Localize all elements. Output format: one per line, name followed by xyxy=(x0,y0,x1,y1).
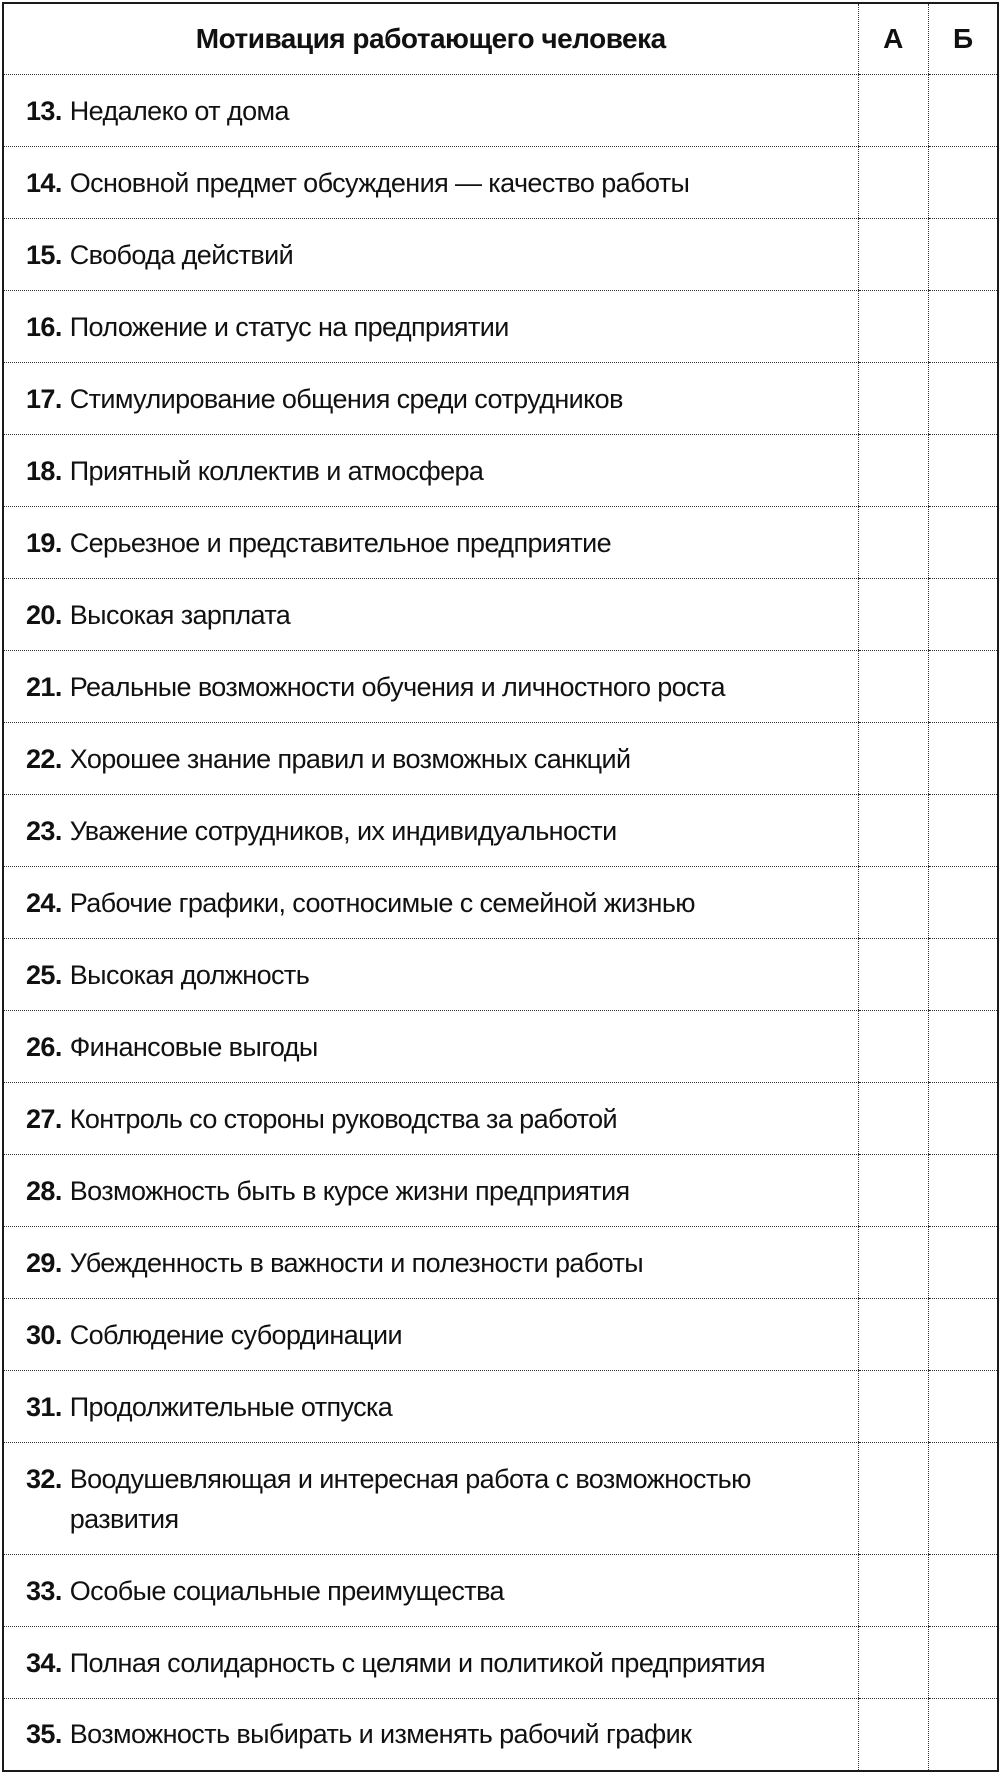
answer-cell-b[interactable] xyxy=(928,1083,998,1155)
motivation-table xyxy=(2,2,999,1772)
item-text: Возможность быть в курсе жизни предприятия xyxy=(69,1175,630,1206)
item-text: Убежденность в важности и полезности работы xyxy=(69,1247,644,1278)
answer-cell-b[interactable] xyxy=(928,1371,998,1443)
item-statement xyxy=(4,1315,858,1355)
item-number: 24. xyxy=(26,887,62,918)
item-statement xyxy=(4,379,858,419)
item-statement xyxy=(4,1099,858,1139)
item-cell xyxy=(3,291,858,363)
table-row xyxy=(3,867,998,939)
answer-cell-a[interactable] xyxy=(858,579,928,651)
item-text: Приятный коллектив и атмосфера xyxy=(69,455,484,486)
item-statement xyxy=(4,955,858,995)
table-row xyxy=(3,1443,998,1555)
answer-cell-b[interactable] xyxy=(928,1299,998,1371)
answer-cell-a[interactable] xyxy=(858,1227,928,1299)
item-number: 14. xyxy=(26,167,62,198)
item-number: 21. xyxy=(26,671,62,702)
answer-cell-a[interactable] xyxy=(858,507,928,579)
item-number: 15. xyxy=(26,239,62,270)
item-cell xyxy=(3,219,858,291)
answer-cell-b[interactable] xyxy=(928,219,998,291)
answer-cell-a[interactable] xyxy=(858,1155,928,1227)
item-statement xyxy=(4,1387,858,1427)
item-text: Возможность выбирать и изменять рабочий график xyxy=(69,1719,692,1750)
answer-cell-b[interactable] xyxy=(928,291,998,363)
answer-cell-a[interactable] xyxy=(858,75,928,147)
item-text: Хорошее знание правил и возможных санкций xyxy=(69,743,631,774)
answer-cell-a[interactable] xyxy=(858,363,928,435)
item-cell xyxy=(3,147,858,219)
item-statement xyxy=(4,451,858,491)
item-number: 25. xyxy=(26,959,62,990)
item-text: Финансовые выгоды xyxy=(69,1031,318,1062)
item-number: 19. xyxy=(26,527,62,558)
table-row xyxy=(3,363,998,435)
item-number: 27. xyxy=(26,1103,62,1134)
answer-cell-b[interactable] xyxy=(928,507,998,579)
answer-cell-b[interactable] xyxy=(928,363,998,435)
answer-cell-b[interactable] xyxy=(928,1011,998,1083)
item-cell xyxy=(3,1699,858,1771)
answer-cell-a[interactable] xyxy=(858,1011,928,1083)
table-row xyxy=(3,1299,998,1371)
item-text: Недалеко от дома xyxy=(69,95,289,126)
item-statement xyxy=(4,1459,858,1539)
item-cell xyxy=(3,1155,858,1227)
item-cell xyxy=(3,723,858,795)
answer-cell-b[interactable] xyxy=(928,651,998,723)
item-cell xyxy=(3,1299,858,1371)
item-cell xyxy=(3,867,858,939)
item-number: 23. xyxy=(26,815,62,846)
answer-cell-b[interactable] xyxy=(928,75,998,147)
item-statement xyxy=(4,1571,858,1611)
answer-cell-b[interactable] xyxy=(928,1627,998,1699)
item-statement xyxy=(4,1171,858,1211)
table-row xyxy=(3,435,998,507)
answer-cell-a[interactable] xyxy=(858,291,928,363)
item-text: Рабочие графики, соотносимые с семейной жизнью xyxy=(69,887,695,918)
item-number: 28. xyxy=(26,1175,62,1206)
table-row xyxy=(3,1371,998,1443)
answer-cell-a[interactable] xyxy=(858,1699,928,1771)
item-number: 34. xyxy=(26,1647,62,1678)
item-number: 32. xyxy=(26,1463,62,1494)
item-cell xyxy=(3,363,858,435)
item-cell xyxy=(3,1227,858,1299)
item-cell xyxy=(3,1627,858,1699)
item-text: Соблюдение субординации xyxy=(69,1319,402,1350)
answer-cell-b[interactable] xyxy=(928,1227,998,1299)
table-row xyxy=(3,1011,998,1083)
table-row xyxy=(3,219,998,291)
answer-cell-b[interactable] xyxy=(928,867,998,939)
answer-cell-a[interactable] xyxy=(858,219,928,291)
item-text: Реальные возможности обучения и личностного роста xyxy=(69,671,725,702)
item-number: 31. xyxy=(26,1391,62,1422)
item-cell xyxy=(3,507,858,579)
item-statement xyxy=(4,1243,858,1283)
answer-cell-a[interactable] xyxy=(858,1555,928,1627)
table-header-row xyxy=(3,3,998,75)
item-number: 29. xyxy=(26,1247,62,1278)
item-text: Серьезное и представительное предприятие xyxy=(69,527,612,558)
item-text: Уважение сотрудников, их индивидуальности xyxy=(69,815,617,846)
answer-cell-a[interactable] xyxy=(858,1083,928,1155)
item-statement xyxy=(4,667,858,707)
table-row xyxy=(3,1627,998,1699)
item-statement xyxy=(4,595,858,635)
answer-cell-a[interactable] xyxy=(858,939,928,1011)
item-number: 17. xyxy=(26,383,62,414)
answer-cell-a[interactable] xyxy=(858,435,928,507)
table-row xyxy=(3,1227,998,1299)
item-cell xyxy=(3,435,858,507)
answer-cell-a[interactable] xyxy=(858,1371,928,1443)
answer-cell-a[interactable] xyxy=(858,723,928,795)
table-row xyxy=(3,1155,998,1227)
item-statement xyxy=(4,1643,858,1683)
answer-cell-b[interactable] xyxy=(928,1699,998,1771)
answer-cell-b[interactable] xyxy=(928,579,998,651)
answer-cell-b[interactable] xyxy=(928,435,998,507)
table-row xyxy=(3,507,998,579)
table-row xyxy=(3,723,998,795)
answer-cell-a[interactable] xyxy=(858,1627,928,1699)
item-statement xyxy=(4,739,858,779)
table-row xyxy=(3,291,998,363)
item-number: 26. xyxy=(26,1031,62,1062)
answer-cell-a[interactable] xyxy=(858,651,928,723)
table-row xyxy=(3,1699,998,1771)
table-row xyxy=(3,1555,998,1627)
item-statement xyxy=(4,523,858,563)
answer-cell-a[interactable] xyxy=(858,795,928,867)
answer-cell-b[interactable] xyxy=(928,795,998,867)
table-body xyxy=(3,75,998,1771)
item-statement xyxy=(4,307,858,347)
item-number: 18. xyxy=(26,455,62,486)
item-cell xyxy=(3,651,858,723)
item-cell xyxy=(3,1371,858,1443)
item-number: 22. xyxy=(26,743,62,774)
answer-cell-b[interactable] xyxy=(928,1443,998,1555)
table-row xyxy=(3,579,998,651)
item-statement xyxy=(4,1027,858,1067)
item-number: 20. xyxy=(26,599,62,630)
item-number: 30. xyxy=(26,1319,62,1350)
item-cell xyxy=(3,939,858,1011)
answer-cell-a[interactable] xyxy=(858,867,928,939)
item-statement xyxy=(4,91,858,131)
item-number: 35. xyxy=(26,1719,62,1750)
item-cell xyxy=(3,795,858,867)
item-statement xyxy=(4,235,858,275)
item-text: Высокая должность xyxy=(69,959,310,990)
item-cell xyxy=(3,1011,858,1083)
item-text: Основной предмет обсуждения — качество работы xyxy=(69,167,690,198)
answer-cell-b[interactable] xyxy=(928,1555,998,1627)
item-text: Положение и статус на предприятии xyxy=(69,311,509,342)
column-header-a: А xyxy=(858,3,928,75)
item-cell xyxy=(3,1555,858,1627)
item-text: Свобода действий xyxy=(69,239,294,270)
item-cell xyxy=(3,1443,858,1555)
item-cell xyxy=(3,1083,858,1155)
answer-cell-b[interactable] xyxy=(928,723,998,795)
answer-cell-a[interactable] xyxy=(858,147,928,219)
table-row xyxy=(3,75,998,147)
table-row xyxy=(3,795,998,867)
item-text: Особые социальные преимущества xyxy=(69,1575,504,1606)
item-cell xyxy=(3,579,858,651)
table-title: Мотивация работающего человека xyxy=(3,3,858,75)
item-text: Продолжительные отпуска xyxy=(69,1391,393,1422)
item-text: Воодушевляющая и интересная работа с возможностью развития xyxy=(69,1463,751,1534)
item-statement xyxy=(4,883,858,923)
item-number: 16. xyxy=(26,311,62,342)
item-statement xyxy=(4,1714,858,1754)
table-row xyxy=(3,939,998,1011)
table-row xyxy=(3,147,998,219)
item-text: Высокая зарплата xyxy=(69,599,291,630)
item-cell xyxy=(3,75,858,147)
item-text: Стимулирование общения среди сотрудников xyxy=(69,383,623,414)
table-row xyxy=(3,1083,998,1155)
item-text: Полная солидарность с целями и политикой предприятия xyxy=(69,1647,766,1678)
item-statement xyxy=(4,811,858,851)
answer-cell-b[interactable] xyxy=(928,939,998,1011)
table-row xyxy=(3,651,998,723)
answer-cell-b[interactable] xyxy=(928,1155,998,1227)
item-number: 13. xyxy=(26,95,62,126)
answer-cell-a[interactable] xyxy=(858,1299,928,1371)
item-number: 33. xyxy=(26,1575,62,1606)
item-statement xyxy=(4,163,858,203)
answer-cell-b[interactable] xyxy=(928,147,998,219)
item-text: Контроль со стороны руководства за работой xyxy=(69,1103,618,1134)
column-header-b: Б xyxy=(928,3,998,75)
answer-cell-a[interactable] xyxy=(858,1443,928,1555)
